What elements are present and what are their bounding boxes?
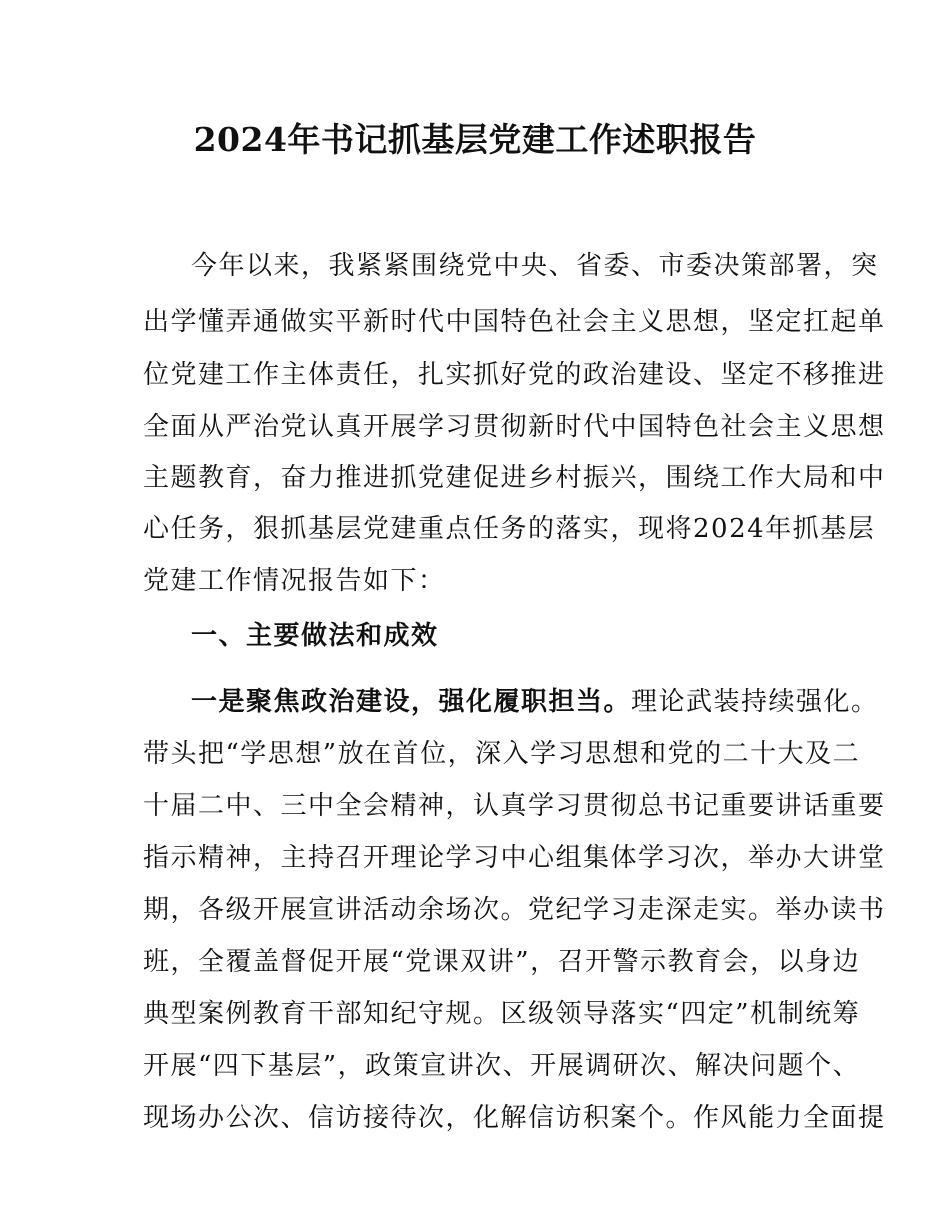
paragraph-line: 期，各级开展宣讲活动余场次。党纪学习走深走实。举办读书	[143, 895, 886, 925]
document-title: 2024年书记抓基层党建工作述职报告	[193, 120, 757, 159]
paragraph-line: 指示精神，主持召开理论学习中心组集体学习次，举办大讲堂	[143, 843, 886, 873]
paragraph-lead-rest: 理论武装持续强化。	[631, 687, 879, 717]
intro-line: 主题教育，奋力推进抓党建促进乡村振兴，围绕工作大局和中	[143, 463, 886, 493]
paragraph-line: 典型案例教育干部知纪守规。区级领导落实“四定”机制统筹	[143, 999, 861, 1029]
paragraph-line: 班，全覆盖督促开展“党课双讲”，召开警示教育会，以身边	[143, 947, 861, 977]
paragraph-line: 带头把“学思想”放在首位，深入学习思想和党的二十大及二	[143, 739, 861, 769]
intro-line: 党建工作情况报告如下：	[143, 566, 446, 596]
paragraph-line: 十届二中、三中全会精神，认真学习贯彻总书记重要讲话重要	[143, 791, 886, 821]
paragraph-line: 现场办公次、信访接待次，化解信访积案个。作风能力全面提	[143, 1103, 886, 1133]
intro-line: 出学懂弄通做实平新时代中国特色社会主义思想，坚定扛起单	[143, 307, 886, 337]
paragraph-lead-bold: 一是聚焦政治建设，强化履职担当。	[191, 687, 632, 717]
section-heading: 一、主要做法和成效	[191, 621, 439, 651]
paragraph-first-line	[191, 680, 879, 724]
intro-line: 今年以来，我紧紧围绕党中央、省委、市委决策部署，突	[191, 251, 879, 281]
intro-line: 心任务，狠抓基层党建重点任务的落实，现将2024年抓基层	[143, 514, 876, 544]
paragraph-line: 开展“四下基层”，政策宣讲次、开展调研次、解决问题个、	[143, 1051, 861, 1081]
intro-line: 全面从严治党认真开展学习贯彻新时代中国特色社会主义思想	[143, 412, 886, 442]
intro-line: 位党建工作主体责任，扎实抓好党的政治建设、坚定不移推进	[143, 360, 886, 390]
